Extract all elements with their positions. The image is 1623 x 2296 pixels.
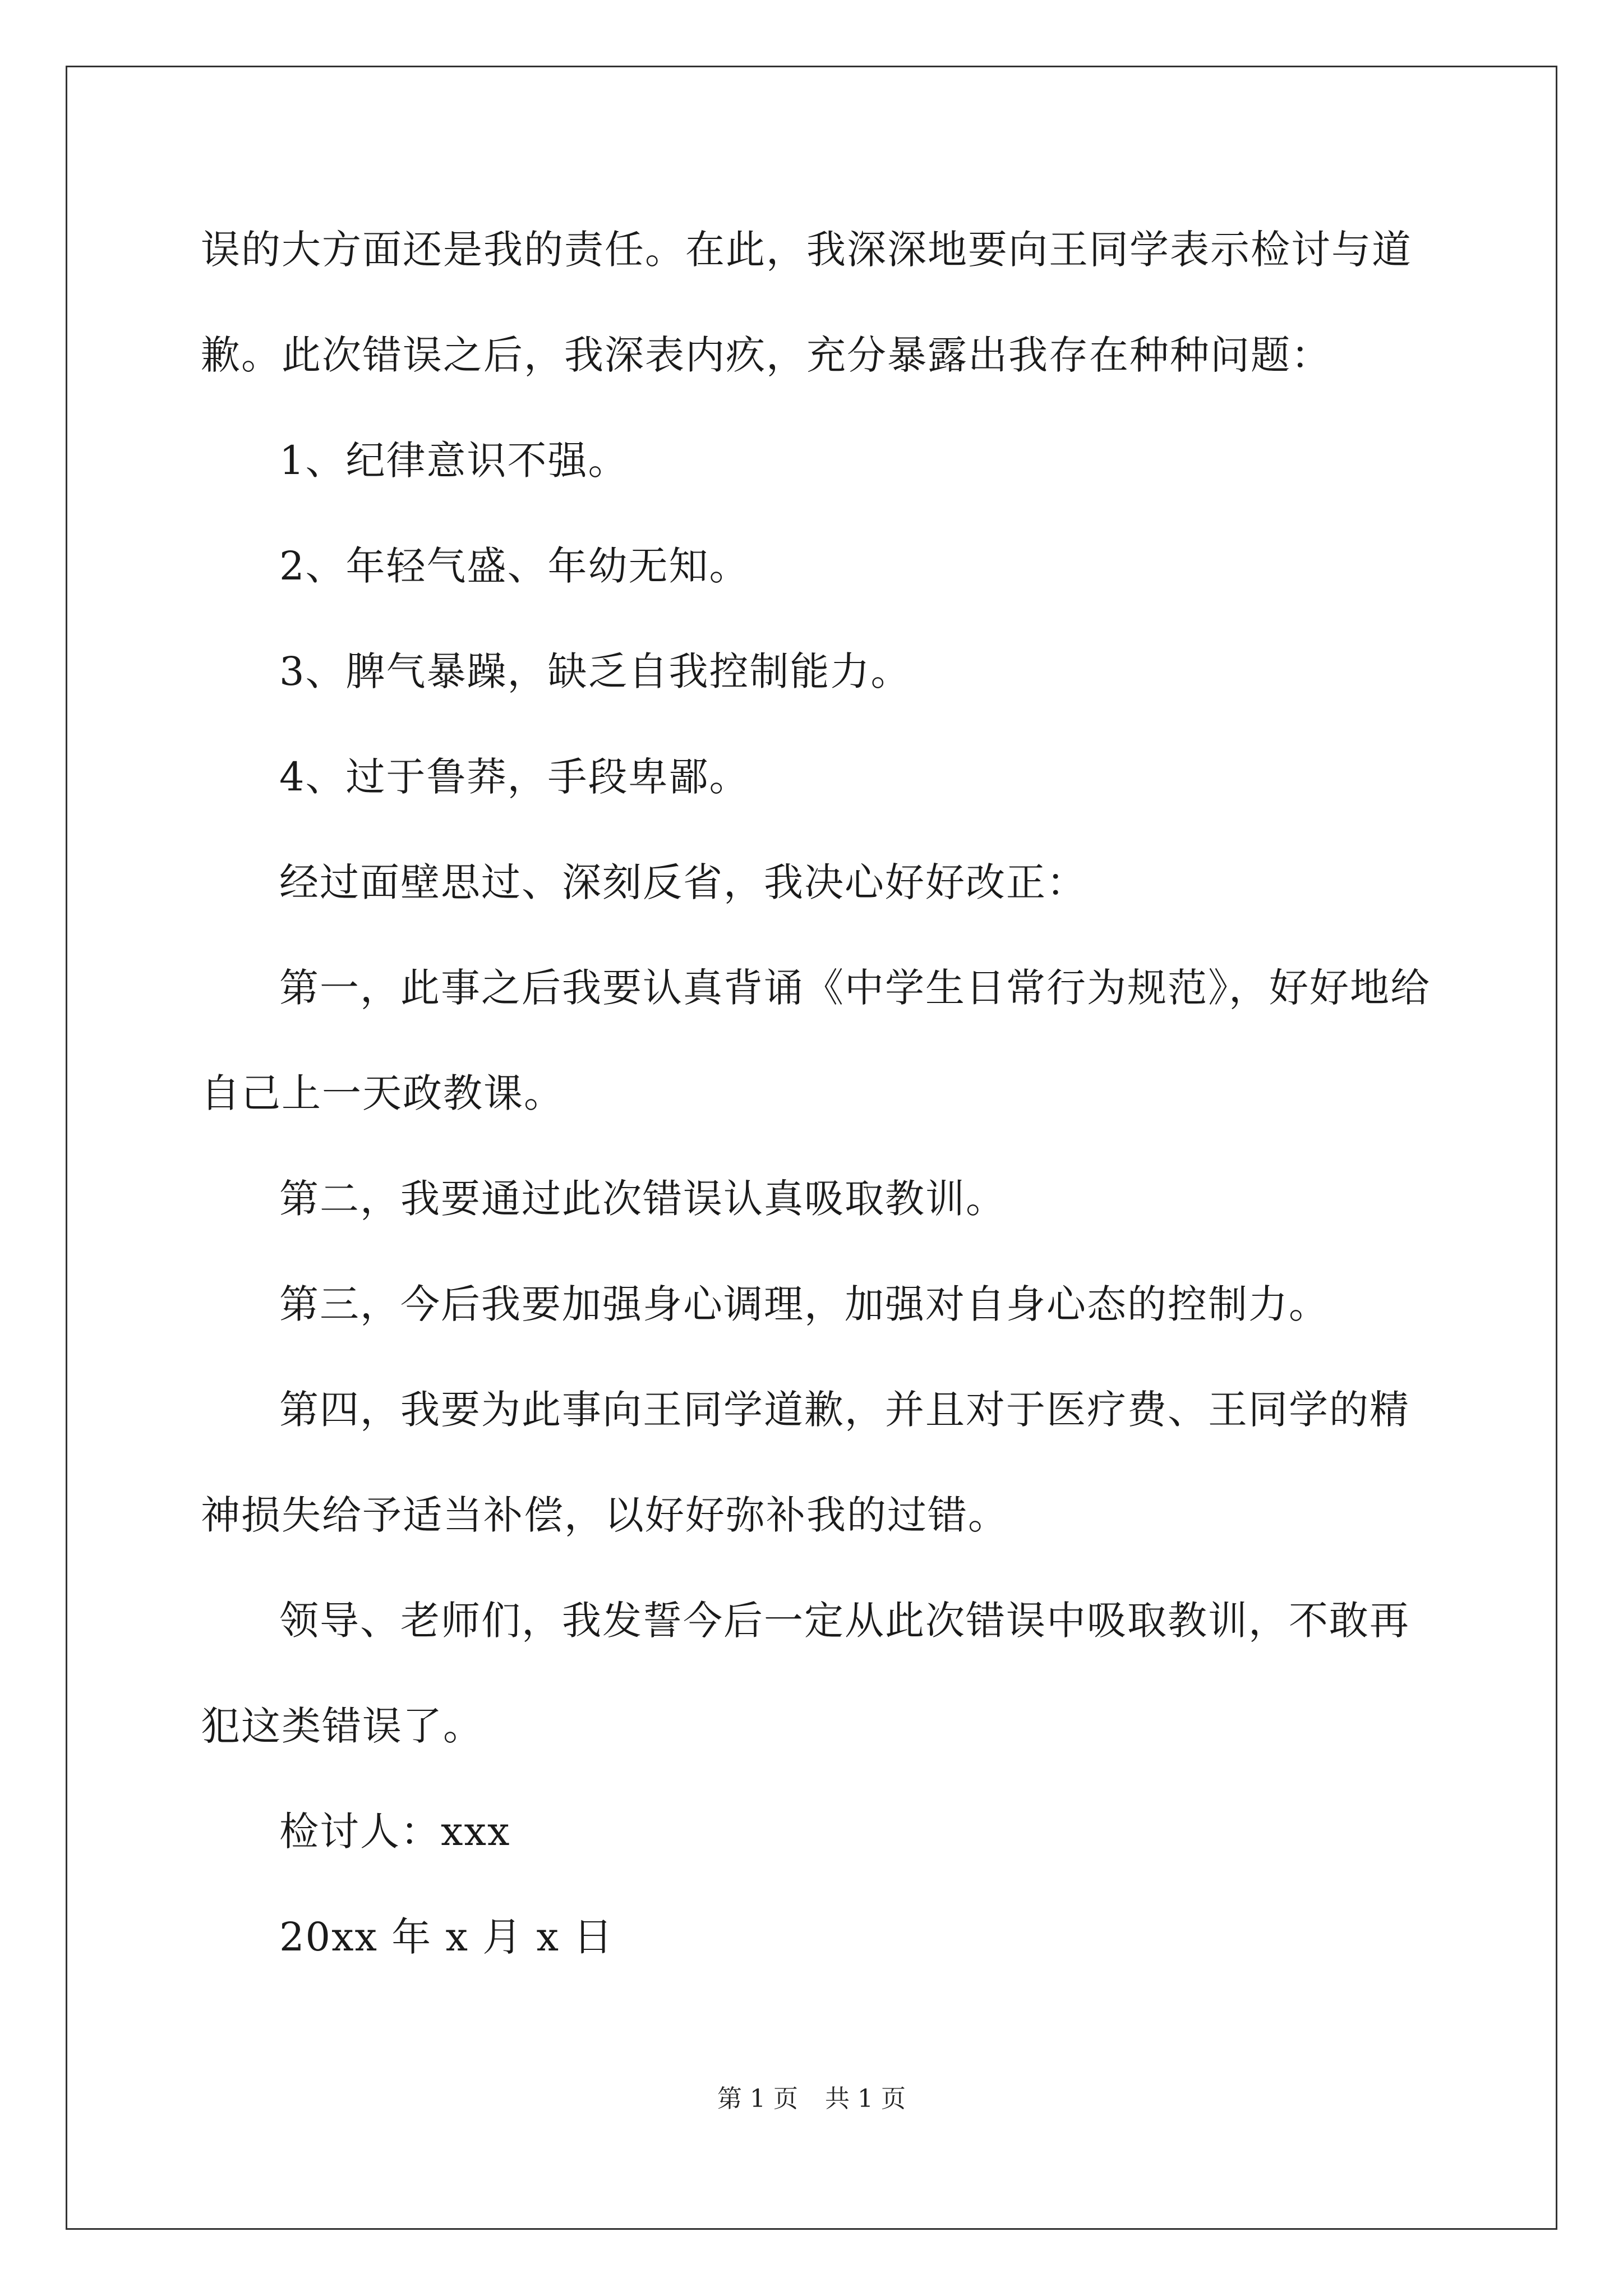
point-first-line-1: 第一，此事之后我要认真背诵《中学生日常行为规范》，好好地给 (279, 965, 1431, 1011)
resolution-intro: 经过面壁思过、深刻反省，我决心好好改正： (279, 859, 1087, 905)
list-item-1: 1、纪律意识不强。 (279, 438, 629, 484)
signature: 检讨人：xxx (279, 1809, 511, 1855)
point-first-line-2: 自己上一天政教课。 (201, 1070, 564, 1116)
closing-line-1: 领导、老师们，我发誓今后一定从此次错误中吸取教训，不敢再 (279, 1598, 1410, 1644)
list-item-4: 4、过于鲁莽，手段卑鄙。 (279, 754, 750, 800)
document-body (201, 222, 1429, 2014)
point-second: 第二，我要通过此次错误认真吸取教训。 (279, 1176, 1006, 1222)
closing-line-2: 犯这类错误了。 (201, 1703, 483, 1749)
page-number-current: 第 1 页 (717, 2085, 798, 2113)
list-item-2: 2、年轻气盛、年幼无知。 (279, 543, 750, 589)
point-fourth-line-2: 神损失给予适当补偿，以好好弥补我的过错。 (201, 1492, 1008, 1538)
point-third: 第三，今后我要加强身心调理，加强对自身心态的控制力。 (279, 1281, 1329, 1327)
line-01: 误的大方面还是我的责任。在此，我深深地要向王同学表示检讨与道 (201, 227, 1412, 273)
date: 20xx 年 x 月 x 日 (279, 1914, 614, 1960)
line-02: 歉。此次错误之后，我深表内疚，充分暴露出我存在种种问题： (201, 332, 1331, 378)
page-number-total: 共 1 页 (825, 2085, 906, 2113)
list-item-3: 3、脾气暴躁，缺乏自我控制能力。 (279, 648, 911, 694)
page-footer (0, 2078, 1623, 2114)
point-fourth-line-1: 第四，我要为此事向王同学道歉，并且对于医疗费、王同学的精 (279, 1387, 1410, 1433)
